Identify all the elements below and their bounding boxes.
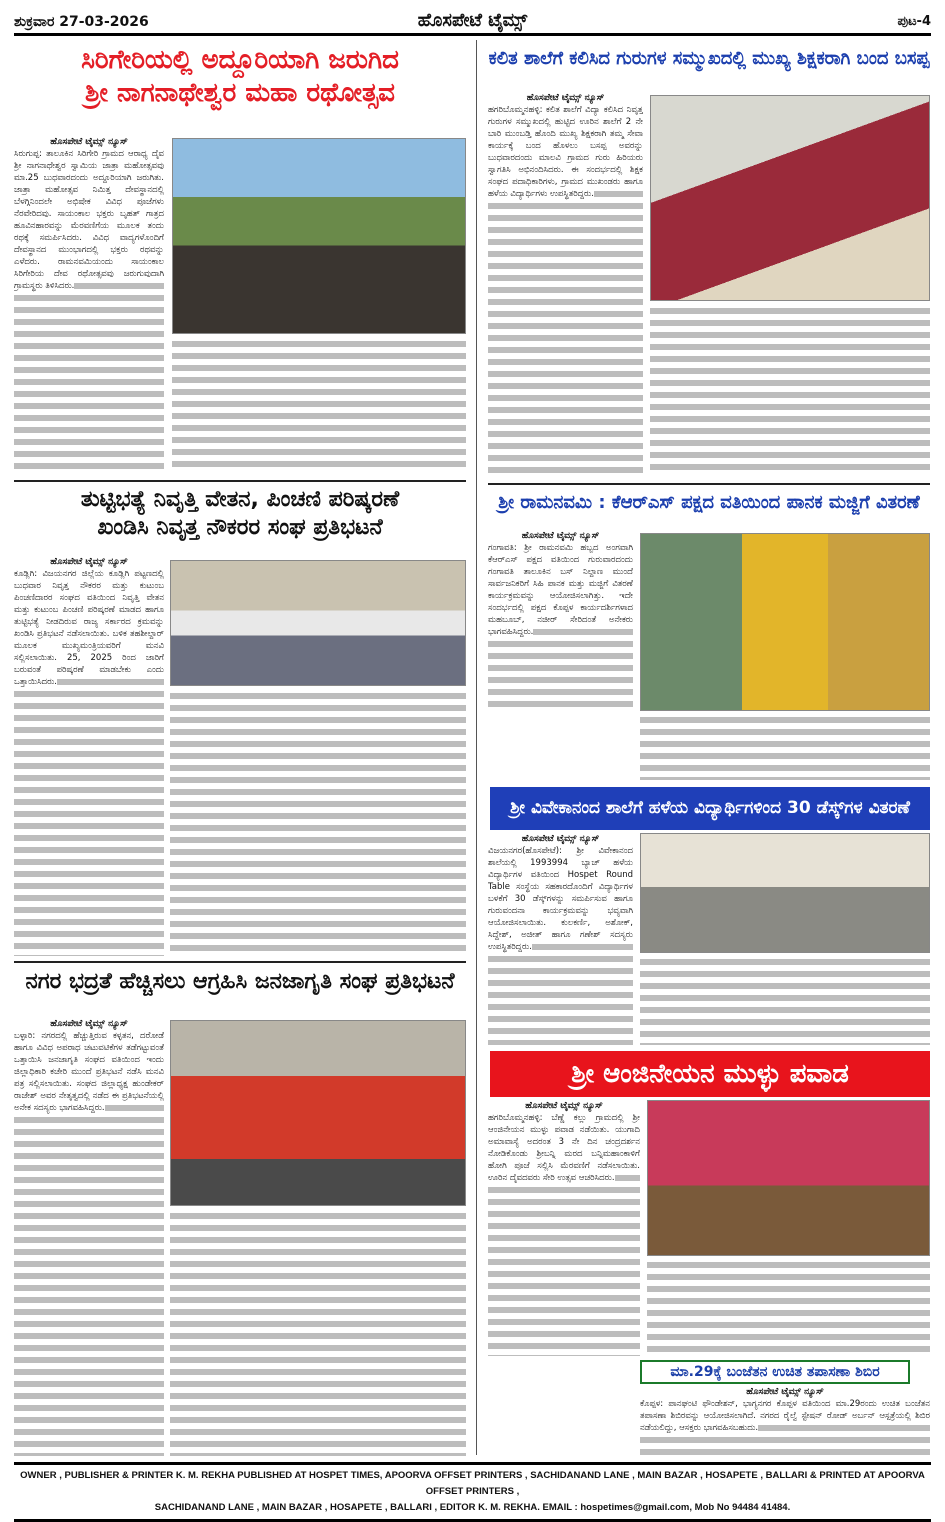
photo-classroom-desks xyxy=(640,833,930,953)
article-body-cont xyxy=(172,338,466,470)
divider xyxy=(14,961,466,963)
byline: ಹೊಸಪೇಟೆ ಟೈಮ್ಸ್ ನ್ಯೂಸ್ xyxy=(640,1386,930,1398)
article-body xyxy=(14,136,164,471)
headline-headmaster xyxy=(488,48,930,71)
body-text: ಗಂಗಾವತಿ: ಶ್ರೀ ರಾಮನವಮಿ ಹಬ್ಬದ ಅಂಗವಾಗಿ ಕೆಆರ್‌ಎಸ್ ಪಕ್ಷದ ವತಿಯಿಂದ ಗುರುವಾರದಂದು ಗಂಗಾವತಿ ತಾಲೂಕಿನ ಬಸ್ ನಿಲ್ದಾಣ ಮುಂದೆ ಸಾರ್ವಜನಿಕರಿಗೆ ಸಿಹಿ ಪಾನಕ ಮತ್ತು ಮಜ್ಜಿಗೆ ವಿತರಣೆ ಕಾರ್ಯಕ್ರಮವನ್ನು ಆಯೋಜಿಸಲಾಗಿತ್ತು. ಇದೇ ಸಂದರ್ಭದಲ್ಲಿ ಪಕ್ಷದ ಕೊಪ್ಪಳ ಕಾರ್ಯದರ್ಶಿಗಳಾದ ಮಹಬೂಬ್, ನಜೀರ್ ಸೇರಿದಂತೆ ಅನೇಕರು ಭಾಗವಹಿಸಿದ್ದರು. xyxy=(488,543,633,637)
article-body-cont xyxy=(647,1259,930,1356)
article-body-cont xyxy=(170,1210,466,1456)
headline-line: ತುಟ್ಟಿಭತ್ಯೆ ನಿವೃತ್ತಿ ವೇತನ, ಪಿಂಚಣಿ ಪರಿಷ್ಕರಣೆ xyxy=(80,487,400,512)
body-text: ಕೊಪ್ಪಳ: ಪಾನಘಂಟಿ ಫೌಂಡೇಶನ್, ಭಾಗ್ಯನಗರ ಕೊಪ್ಪಳ ವತಿಯಿಂದ ಮಾ.29ರಂದು ಉಚಿತ ಬಂಜೆತನ ತಪಾಸಣಾ ಶಿಬಿರವನ್ನು ಆಯೋಜಿಸಲಾಗಿದೆ. ನಗರದ ರೈಲ್ವೆ ಸ್ಟೇಷನ್ ರೋಡ್ ಅರ್ಬನ್ ಆಸ್ಪತ್ರೆಯಲ್ಲಿ ಶಿಬಿರ ನಡೆಯಲಿದ್ದು, ಆಸಕ್ತರು ಭಾಗವಹಿಸಬಹುದು. xyxy=(640,1399,930,1433)
headline-pension-protest xyxy=(14,486,466,541)
headline-line: ಸಿರಿಗೇರಿಯಲ್ಲಿ ಅದ್ದೂರಿಯಾಗಿ ಜರುಗಿದ xyxy=(81,45,399,75)
byline: ಹೊಸಪೇಟೆ ಟೈಮ್ಸ್ ನ್ಯೂಸ್ xyxy=(488,92,643,104)
byline: ಹೊಸಪೇಟೆ ಟೈಮ್ಸ್ ನ್ಯೂಸ್ xyxy=(488,833,633,845)
headline-line: ಖಂಡಿಸಿ ನಿವೃತ್ತ ನೌಕರರ ಸಂಘ ಪ್ರತಿಭಟನೆ xyxy=(97,514,383,540)
imprint-footer xyxy=(14,1462,931,1522)
photo-retired-employees xyxy=(170,560,466,686)
footer-line: SACHIDANAND LANE , MAIN BAZAR , HOSAPETE , BALLARI , EDITOR K. M. REKHA. EMAIL : hospetimes@gmail.com, Mob No 94484 41484. xyxy=(154,1502,791,1513)
article-body xyxy=(14,556,164,956)
byline: ಹೊಸಪೇಟೆ ಟೈಮ್ಸ್ ನ್ಯೂಸ್ xyxy=(488,530,633,542)
headline-security-protest xyxy=(14,968,466,996)
article-body xyxy=(488,530,633,710)
headline-ramanavami xyxy=(488,492,930,515)
article-body-cont xyxy=(650,305,930,476)
article-body xyxy=(488,92,643,476)
headline-rathotsava xyxy=(14,44,466,109)
article-body xyxy=(488,1100,640,1356)
headline-line: ಶ್ರೀ ಆಂಜಿನೇಯನ ಮುಳ್ಳು ಪವಾಡ xyxy=(571,1058,849,1089)
article-body xyxy=(488,833,633,1045)
headline-infertility-camp xyxy=(640,1360,910,1384)
article-body-cont xyxy=(640,956,930,1045)
body-text: ಬಳ್ಳಾರಿ: ನಗರದಲ್ಲಿ ಹೆಚ್ಚುತ್ತಿರುವ ಕಳ್ಳತನ, ದರೋಡೆ ಹಾಗೂ ವಿವಿಧ ಅಪರಾಧ ಚಟುವಟಿಕೆಗಳ ತಡೆಗಟ್ಟುವಂತೆ ಒತ್ತಾಯಿಸಿ ಜನಜಾಗೃತಿ ಸಂಘದ ವತಿಯಿಂದ ಇಂದು ಜಿಲ್ಲಾಧಿಕಾರಿ ಕಚೇರಿ ಮುಂದೆ ಪ್ರತಿಭಟನೆ ನಡೆಸಿ ಮನವಿ ಪತ್ರ ಸಲ್ಲಿಸಲಾಯಿತು. ಸಂಘದ ಜಿಲ್ಲಾಧ್ಯಕ್ಷ ಹುಂಡೇಕರ್ ರಾಜೇಶ್ ಅವರ ನೇತೃತ್ವದಲ್ಲಿ ನಡೆದ ಈ ಪ್ರತಿಭಟನೆಯಲ್ಲಿ ಅನೇಕ ಸದಸ್ಯರು ಭಾಗವಹಿಸಿದ್ದರು. xyxy=(14,1031,164,1113)
byline: ಹೊಸಪೇಟೆ ಟೈಮ್ಸ್ ನ್ಯೂಸ್ xyxy=(488,1100,640,1112)
article-body xyxy=(640,1386,930,1456)
photo-panaka-distribution xyxy=(640,533,930,711)
article-body-cont xyxy=(170,690,466,956)
newspaper-name: ಹೊಸಪೇಟೆ ಟೈಮ್ಸ್ xyxy=(417,10,528,31)
masthead xyxy=(14,10,931,36)
body-text: ಸಿರುಗುಪ್ಪ: ತಾಲೂಕಿನ ಸಿರಿಗೇರಿ ಗ್ರಾಮದ ಆರಾಧ್ಯ ದೈವ ಶ್ರೀ ನಾಗನಾಥೇಶ್ವರ ಸ್ವಾಮಿಯ ಜಾತ್ರಾ ಮಹೋತ್ಸವವು ಮಾ.25 ಬುಧವಾರದಂದು ಅದ್ದೂರಿಯಾಗಿ ಜರುಗಿತು. ಜಾತ್ರಾ ಮಹೋತ್ಸವ ನಿಮಿತ್ತ ದೇವಸ್ಥಾನದಲ್ಲಿ ಬೆಳಗ್ಗಿನಿಂದಲೇ ಅಭಿಷೇಕ ವಿವಿಧ ಪೂಜೆಗಳು ನೆರವೇರಿದವು. ಸಾಯಂಕಾಲ ಭಕ್ತರು ಬೃಹತ್ ಗಾತ್ರದ ಹೂವಿನಹಾರವನ್ನು ಮೆರವಣಿಗೆಯ ಮೂಲಕ ತಂದು ರಥಕ್ಕೆ ಸಮರ್ಪಿಸಿದರು. ವಿವಿಧ ವಾದ್ಯಗಳೊಂದಿಗೆ ದೇವಸ್ಥಾನದ ಮುಂಭಾಗದಲ್ಲಿ ಭಕ್ತರು ರಥವನ್ನು ಎಳೆದರು. ರಾಮನವಮಿಯಂದು ಸಾಯಂಕಾಲ ಸಿರಿಗೇರಿಯ ದೇವ ರಥೋತ್ಸವವು ಜರುಗುವುದಾಗಿ ಗ್ರಾಮಸ್ಥರು ತಿಳಿಸಿದರು. xyxy=(14,149,164,291)
body-text: ಹಗರಿಬೊಮ್ಮನಹಳ್ಳಿ: ಕಲಿತ ಶಾಲೆಗೆ ವಿದ್ಯಾ ಕಲಿಸಿದ ನಿವೃತ್ತ ಗುರುಗಳ ಸಮ್ಮುಖದಲ್ಲಿ ಹುಟ್ಟಿದ ಊರಿನ ಶಾಲೆಗೆ 2 ನೇ ಬಾರಿ ಮುಂಬಡ್ತಿ ಹೊಂದಿ ಮುಖ್ಯ ಶಿಕ್ಷಕರಾಗಿ ತಮ್ಮ ಸೇವಾ ಕಾರ್ಯಕ್ಕೆ ಬಂದ ಹೊಳಲು ಬಸಪ್ಪ ಅವರನ್ನು ಬುಧವಾರದಂದು ಮಾಲವಿ ಗ್ರಾಮದ ಗುರು ಹಿರಿಯರು ಸ್ವಾಗತಿಸಿ ಅಭಿನಂದಿಸಿದರು. ಈ ಸಂದರ್ಭದಲ್ಲಿ ಶಿಕ್ಷಕ ಸಂಘದ ಪದಾಧಿಕಾರಿಗಳು, ಗ್ರಾಮದ ಮುಖಂಡರು ಹಾಗೂ ಹಳೆಯ ವಿದ್ಯಾರ್ಥಿಗಳು ಉಪಸ್ಥಿತರಿದ್ದರು. xyxy=(488,105,643,199)
headline-anjaneya-miracle xyxy=(490,1051,930,1097)
body-text: ವಿಜಯನಗರ(ಹೊಸಪೇಟೆ): ಶ್ರೀ ವಿವೇಕಾನಂದ ಶಾಲೆಯಲ್ಲಿ 1993994 ಬ್ಯಾಚ್ ಹಳೆಯ ವಿದ್ಯಾರ್ಥಿಗಳ ವತಿಯಿಂದ Hospet Round Table ಸಂಸ್ಥೆಯ ಸಹಕಾರದೊಂದಿಗೆ ವಿದ್ಯಾರ್ಥಿಗಳ ಬಳಕೆಗೆ 30 ಡೆಸ್ಕ್‌ಗಳನ್ನು ಸಮರ್ಪಿಸುವ ಹಾಗೂ ಗುರುವಂದನಾ ಕಾರ್ಯಕ್ರಮವನ್ನು ಭವ್ಯವಾಗಿ ಆಯೋಜಿಸಲಾಯಿತು. ಕುಲಕರ್ಣಿ, ಅಶೋಕ್, ಸಿದ್ದೇಶ್, ಅಜೀತ್ ಹಾಗೂ ಗಣೇಶ್ ಸದಸ್ಯರು ಉಪಸ್ಥಿತರಿದ್ದರು. xyxy=(488,846,633,952)
issue-date: ಶುಕ್ರವಾರ 27-03-2026 xyxy=(14,14,149,30)
headline-line: ಕಲಿತ ಶಾಲೆಗೆ ಕಲಿಸಿದ ಗುರುಗಳ ಸಮ್ಮುಖದಲ್ಲಿ ಮುಖ್ಯ ಶಿಕ್ಷಕರಾಗಿ ಬಂದ ಬಸಪ್ಪ xyxy=(488,48,930,69)
headline-line: ಶ್ರೀ ನಾಗನಾಥೇಶ್ವರ ಮಹಾ ರಥೋತ್ಸವ xyxy=(85,77,395,108)
byline: ಹೊಸಪೇಟೆ ಟೈಮ್ಸ್ ನ್ಯೂಸ್ xyxy=(14,556,164,568)
article-body-cont xyxy=(640,714,930,780)
divider xyxy=(488,483,930,485)
headline-desk-donation xyxy=(490,787,930,830)
photo-chariot-festival xyxy=(172,138,466,334)
column-divider xyxy=(476,40,477,1455)
footer-line: OWNER , PUBLISHER & PRINTER K. M. REKHA PUBLISHED AT HOSPET TIMES, APOORVA OFFSET PRINTERS , SACHIDANAND LANE , MAIN BAZAR , HOSAPETE , BALLARI & PRINTED AT APOORVA OFFSET PRINTERS , xyxy=(20,1470,925,1497)
body-text: ಕೂಡ್ಲಿಗಿ: ವಿಜಯನಗರ ಜಿಲ್ಲೆಯ ಕೂಡ್ಲಿಗಿ ಪಟ್ಟಣದಲ್ಲಿ ಬುಧವಾರ ನಿವೃತ್ತ ನೌಕರರ ಮತ್ತು ಕುಟುಂಬ ಪಿಂಚಣಿದಾರರ ಸಂಘದ ವತಿಯಿಂದ ನಿವೃತ್ತಿ ವೇತನ ಮತ್ತು ಕುಟುಂಬ ಪಿಂಚಣಿ ಪರಿಷ್ಕರಣೆ ಮಾಡದ ಹಾಗೂ ತುಟ್ಟಿಭತ್ಯೆ ನೀಡದಿರುವ ರಾಜ್ಯ ಸರ್ಕಾರದ ಕ್ರಮವನ್ನು ಖಂಡಿಸಿ ಪ್ರತಿಭಟನೆ ನಡೆಸಲಾಯಿತು. ಬಳಿಕ ತಹಶೀಲ್ದಾರ್ ಮೂಲಕ ಮುಖ್ಯಮಂತ್ರಿಯವರಿಗೆ ಮನವಿ ಸಲ್ಲಿಸಲಾಯಿತು. 25, 2025 ರಿಂದ ಜಾರಿಗೆ ಬರುವಂತೆ ಪರಿಷ್ಕರಣೆ ಮಾಡಬೇಕು ಎಂದು ಒತ್ತಾಯಿಸಿದರು. xyxy=(14,569,164,687)
byline: ಹೊಸಪೇಟೆ ಟೈಮ್ಸ್ ನ್ಯೂಸ್ xyxy=(14,1018,164,1030)
byline: ಹೊಸಪೇಟೆ ಟೈಮ್ಸ್ ನ್ಯೂಸ್ xyxy=(14,136,164,148)
headline-line: ಶ್ರೀ ವಿವೇಕಾನಂದ ಶಾಲೆಗೆ ಹಳೆಯ ವಿದ್ಯಾರ್ಥಿಗಳಿಂದ 30 ಡೆಸ್ಕ್‌ಗಳ ವಿತರಣೆ xyxy=(510,797,910,818)
headline-line: ನಗರ ಭದ್ರತೆ ಹೆಚ್ಚಿಸಲು ಆಗ್ರಹಿಸಿ ಜನಜಾಗೃತಿ ಸಂಘ ಪ್ರತಿಭಟನೆ xyxy=(25,969,455,994)
divider xyxy=(14,480,466,482)
headline-line: ಶ್ರೀ ರಾಮನವಮಿ : ಕೆಆರ್‌ಎಸ್ ಪಕ್ಷದ ವತಿಯಿಂದ ಪಾನಕ ಮಜ್ಜಿಗೆ ವಿತರಣೆ xyxy=(498,492,920,513)
headline-line: ಮಾ.29ಕ್ಕೆ ಬಂಜೆತನ ಉಚಿತ ತಪಾಸಣಾ ಶಿಬಿರ xyxy=(670,1364,880,1380)
photo-teachers-meeting xyxy=(650,95,930,301)
photo-thorn-miracle xyxy=(647,1100,930,1256)
article-body xyxy=(14,1018,164,1456)
page-number: ಪುಟ-4 xyxy=(897,14,931,29)
photo-janajagruti-protest xyxy=(170,1020,466,1206)
body-text: ಹಗರಿಬೊಮ್ಮನಹಳ್ಳಿ: ಬೆಣ್ಣೆ ಕಲ್ಲು ಗ್ರಾಮದಲ್ಲಿ ಶ್ರೀ ಆಂಜಿನೇಯನ ಮುಳ್ಳು ಪವಾಡ ನಡೆಯಿತು. ಯುಗಾದಿ ಅಮಾವಾಸ್ಯೆ ಅದರಂತ 3 ನೇ ದಿನ ಚಂದ್ರದರ್ಶನ ನೋಡಿಕೊಂಡು ಶ್ರೀಬನ್ನಿ ಮರದ ಬನ್ನಿಮಹಾಂಕಾಳಿಗೆ ಹೋಗಿ ಪೂಜೆ ಸಲ್ಲಿಸಿ ಮೆರವಣಿಗೆ ನಡೆಸಲಾಯಿತು. ಊರಿನ ದೈವದವರು ಸೇರಿ ಉತ್ಸವ ಆಚರಿಸಿದರು. xyxy=(488,1113,640,1183)
